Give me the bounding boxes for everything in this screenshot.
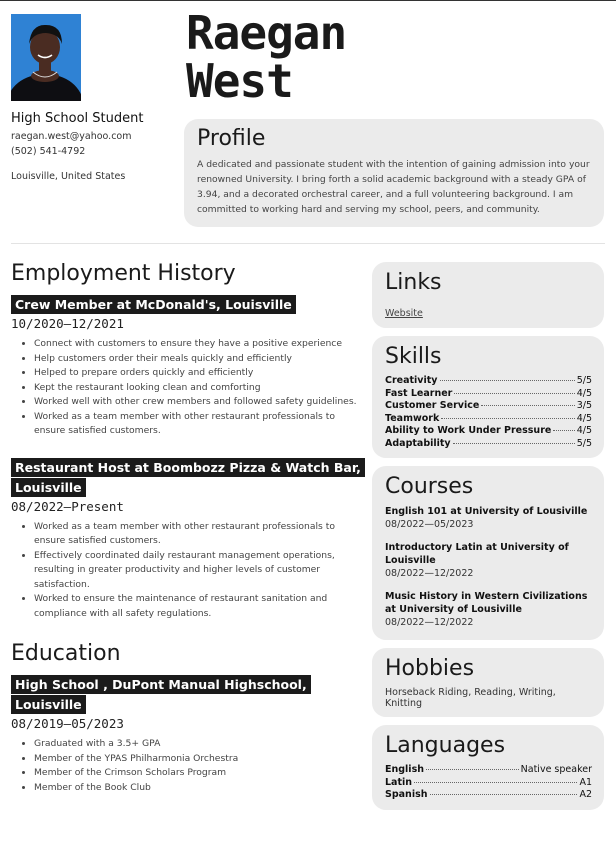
job-bullets: [34, 337, 361, 439]
language-name: Spanish: [385, 789, 428, 800]
avatar: [11, 14, 81, 101]
phone-text: (502) 541-4792: [11, 146, 86, 157]
language-row: [385, 789, 592, 802]
language-level: A1: [579, 776, 592, 788]
sidebar: [372, 262, 604, 818]
languages-card: [372, 725, 604, 810]
course-item: [385, 541, 592, 581]
course-item: [385, 590, 592, 630]
job-bullets: [34, 520, 361, 622]
hobbies-text: Horseback Riding, Reading, Writing, Knitting: [385, 687, 556, 709]
email-text: raegan.west@yahoo.com: [11, 131, 132, 142]
language-name: English: [385, 764, 424, 775]
course-dates: 08/2022—12/2022: [385, 617, 474, 628]
skill-level: 4/5: [576, 412, 592, 424]
profile-card: [184, 119, 604, 227]
first-name: Raegan: [186, 6, 347, 60]
divider: [11, 243, 605, 244]
list-item: • Kept the restaurant looking clean and comforting: [34, 381, 361, 396]
skill-name: Fast Learner: [385, 387, 453, 399]
links-heading: Links: [385, 270, 442, 295]
last-name: West: [186, 54, 293, 108]
skill-row: [385, 388, 592, 401]
list-item: • Worked as a team member with other restaurant professionals to ensure satisfied customers.: [34, 520, 361, 549]
job-entry: [11, 294, 361, 439]
list-item: • Help customers order their meals quickly and efficiently: [34, 352, 361, 367]
skill-level: 5/5: [576, 375, 592, 386]
list-item: • Worked as a team member with other restaurant professionals to ensure satisfied customers.: [34, 410, 361, 439]
profile-photo: [11, 14, 81, 101]
profile-heading: Profile: [197, 126, 266, 151]
languages-heading: Languages: [385, 733, 506, 758]
skill-level: 4/5: [576, 425, 592, 436]
skill-level: 3/5: [576, 400, 592, 411]
skills-card: [372, 336, 604, 458]
education-dates: 08/2019—05/2023: [11, 716, 124, 731]
skills-heading: Skills: [385, 344, 442, 369]
education-bullets: [34, 737, 361, 795]
list-item: • Worked well with other crew members and followed safety guidelines.: [34, 395, 361, 410]
language-level: A2: [579, 789, 592, 800]
employment-heading: Employment History: [11, 261, 236, 286]
education-heading: Education: [11, 641, 121, 666]
list-item: • Member of the Crimson Scholars Program: [34, 766, 361, 781]
skill-name: Creativity: [385, 375, 438, 386]
language-level: Native speaker: [520, 764, 592, 775]
skill-row: [385, 400, 592, 413]
course-title: Introductory Latin at University of Louisville: [385, 542, 569, 566]
skill-level: 5/5: [576, 437, 592, 449]
school-badge: High School , DuPont Manual Highschool, Louisville: [11, 675, 311, 714]
main-column: [11, 259, 361, 813]
job-title: High School Student: [11, 111, 144, 126]
profile-text: A dedicated and passionate student with the intention of gaining admission into your renowned University. I bring forth a solid academic background with a steady GPA of 3.94, and a decorated orchestral career, and a full volunteering background. I am committed to working hard and serving my school, peers, and community.: [197, 159, 590, 215]
course-title: Music History in Western Civilizations at University of Lousiville: [385, 591, 588, 615]
list-item: • Helped to prepare orders quickly and efficiently: [34, 366, 361, 381]
job-entry: [11, 457, 361, 622]
list-item: • Connect with customers to ensure they have a positive experience: [34, 337, 361, 352]
skill-row: [385, 413, 592, 426]
hobbies-card: [372, 648, 604, 717]
course-dates: 08/2022—05/2023: [385, 519, 474, 530]
skill-name: Adaptability: [385, 437, 451, 449]
course-title: English 101 at University of Lousiville: [385, 506, 588, 517]
list-item: • Worked to ensure the maintenance of restaurant sanitation and compliance with all safety regulations.: [34, 592, 361, 621]
skill-row: [385, 425, 592, 438]
education-entry: [11, 674, 361, 795]
website-link[interactable]: Website: [385, 308, 423, 319]
contact-info: [11, 111, 181, 184]
hobbies-heading: Hobbies: [385, 656, 475, 681]
skill-name: Teamwork: [385, 412, 440, 424]
language-name: Latin: [385, 776, 413, 788]
skill-row: [385, 375, 592, 388]
person-name: [186, 6, 347, 108]
skill-name: Ability to Work Under Pressure: [385, 425, 552, 436]
courses-heading: Courses: [385, 474, 474, 499]
list-item: • Member of the Book Club: [34, 781, 361, 796]
job-dates: 08/2022—Present: [11, 498, 124, 514]
job-title-badge: Restaurant Host at Boombozz Pizza & Watch Bar, Louisville: [11, 458, 365, 497]
course-dates: 08/2022—12/2022: [385, 568, 474, 579]
language-row: [385, 777, 592, 790]
skill-level: 4/5: [576, 387, 592, 399]
skill-row: [385, 438, 592, 451]
job-dates: 10/2020—12/2021: [11, 316, 124, 331]
courses-card: [372, 466, 604, 640]
list-item: • Graduated with a 3.5+ GPA: [34, 737, 361, 752]
course-item: [385, 505, 592, 532]
links-card: [372, 262, 604, 328]
list-item: • Member of the YPAS Philharmonia Orchestra: [34, 752, 361, 767]
language-row: [385, 764, 592, 777]
skill-name: Customer Service: [385, 400, 480, 411]
list-item: • Effectively coordinated daily restaurant management operations, resulting in greater productivity and higher levels of customer satisfaction.: [34, 549, 361, 593]
location-text: Louisville, United States: [11, 171, 126, 182]
job-title-badge: Crew Member at McDonald's, Louisville: [11, 295, 296, 314]
